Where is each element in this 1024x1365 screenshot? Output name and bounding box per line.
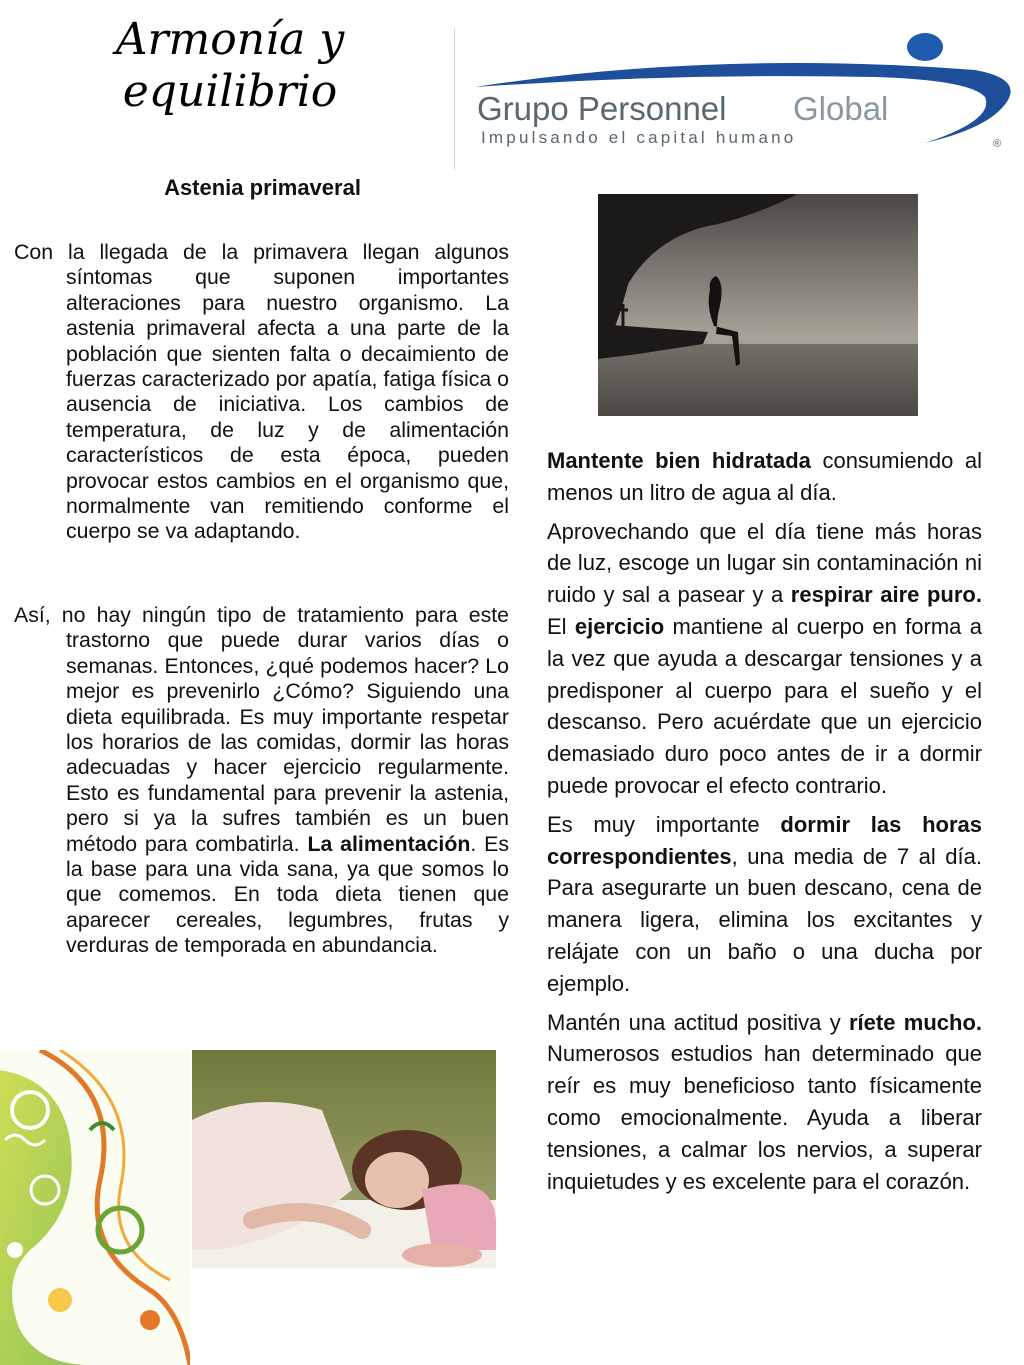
paragraph-text: Mantén una actitud positiva y: [547, 1009, 849, 1035]
bold-term-dormir: dormir las horas correspondientes: [547, 811, 983, 869]
paragraph-text: , una media de 7 al día. Para asegurarte un buen descano, cena de manera ligera, elimina los excitantes y relájate con un baño o una ducha por ejemplo.: [547, 843, 982, 996]
page-title: Armonía y equilibrio: [115, 14, 345, 117]
paragraph-exercise: [547, 516, 982, 802]
paragraph-text: mantiene al cuerpo en forma a la vez que ayuda a descargar tensiones y a predisponer al cuerpo para el sueño y el descanso. Pero acuérdate que un ejercicio demasiado duro poco antes de ir a dormir puede provocar el efecto contrario.: [547, 613, 982, 798]
paragraph-laughter: [547, 1007, 982, 1198]
paragraph-text: Es muy importante: [547, 811, 781, 837]
registered-mark: ®: [993, 138, 1002, 150]
bold-term-riete: ríete mucho.: [849, 1009, 982, 1035]
bold-term-ejercicio: ejercicio: [574, 613, 665, 639]
paragraph-text: Así, no hay ningún tipo de tratamiento para este trastorno que puede durar varios días o semanas. Entonces, ¿qué podemos hacer? Lo mejor es prevenirlo ¿Cómo? Siguiendo una dieta equilibrada. Es muy importante respetar los horarios de las comidas, dormir las horas adecuadas y hacer ejercicio regularmente. Esto es fundamental para prevenir la astenia, pero si ya la sufres también es un buen método para combatirla.: [14, 603, 509, 856]
paragraph-sleep: [547, 809, 982, 1000]
bold-term-hidratada: Mantente bien hidratada: [547, 448, 811, 473]
paragraph-text: consumiendo al menos un litro de agua al día.: [547, 448, 982, 505]
right-column: [547, 445, 982, 1204]
bold-term-alimentacion: La alimentación: [307, 831, 471, 856]
cliff-photo: [598, 194, 918, 416]
paragraph-intro: Con la llegada de la primavera llegan algunos síntomas que suponen importantes alteraciones para nuestro organismo. La astenia primaveral afecta a una parte de la población que sienten falta o decaimiento de fuerzas caracterizado por apatía, fatiga física o ausencia de iniciativa. Los cambios de temperatura, de luz y de alimentación característicos de esta época, pueden provocar estos cambios en el organismo que, normalmente van remitiendo conforme el cuerpo se va adaptando.: [14, 240, 509, 544]
company-logo: [455, 25, 1020, 175]
logo-dot: [907, 33, 943, 61]
bold-term-aire: respirar aire puro.: [790, 582, 982, 608]
paragraph-text: . Es la base para una vida sana, ya que somos lo que comemos. En toda dieta tienen que aparecer cereales, legumbres, frutas y verduras de temporada en abundancia.: [66, 831, 509, 958]
paragraph-text: Aprovechando que el día tiene más horas de luz, escoge un lugar sin contaminación ni ruido y sal a pasear y a: [547, 518, 982, 608]
paragraph-text: Numerosos estudios han determinado que reír es muy beneficioso tanto físicamente como emocionalmente. Ayuda a liberar tensiones, a calmar los nervios, a superar inquietudes y es excelente para el corazón.: [547, 1041, 982, 1194]
section-subtitle: Astenia primaveral: [164, 175, 361, 200]
logo-brand-suffix: Global: [793, 90, 889, 127]
sleeping-woman-photo: [192, 1050, 496, 1268]
paragraph-prevention: [14, 603, 509, 959]
paragraph-text: El: [547, 613, 575, 639]
logo-brand: Grupo Personnel: [477, 90, 727, 127]
paragraph-hydration: [547, 445, 982, 509]
floral-decoration: [0, 1050, 190, 1365]
logo-tagline: Impulsando el capital humano: [481, 128, 797, 147]
